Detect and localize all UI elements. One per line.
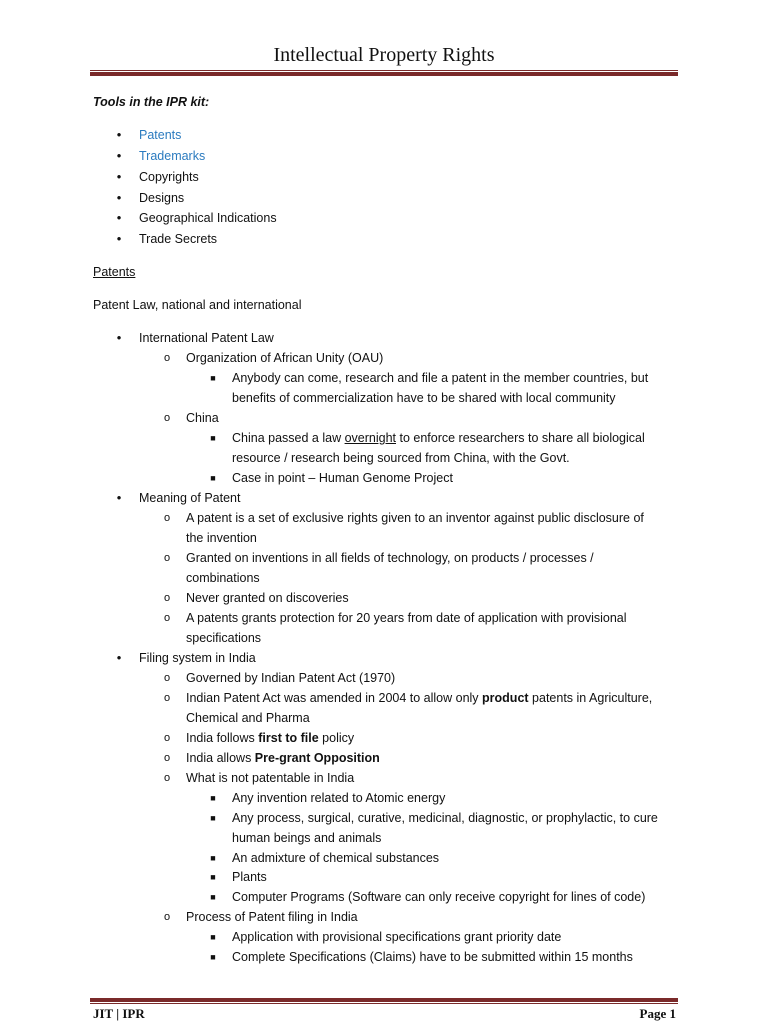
list-item: A patents grants protection for 20 years from date of application with provisional (186, 611, 627, 625)
list-item: International Patent Law (139, 331, 274, 345)
circle-bullet-icon: o (163, 752, 171, 764)
square-bullet-icon: ■ (210, 473, 216, 483)
circle-bullet-icon: o (163, 592, 171, 604)
list-item: What is not patentable in India (186, 771, 355, 785)
list-item: Meaning of Patent (139, 491, 241, 505)
list-item: Granted on inventions in all fields of technology, on products / processes / (186, 551, 594, 565)
bold-text: product (482, 691, 529, 705)
square-bullet-icon: ■ (210, 793, 216, 803)
list-item: Filing system in India (139, 651, 256, 665)
list-item-cont: benefits of commercialization have to be shared with local community (232, 391, 616, 405)
square-bullet-icon: ■ (210, 932, 216, 942)
text-run: India follows (186, 731, 259, 745)
circle-bullet-icon: o (163, 772, 171, 784)
circle-bullet-icon: o (163, 552, 171, 564)
list-item-cont: Chemical and Pharma (186, 711, 310, 725)
text-run: to enforce researchers to share all biological (396, 431, 645, 445)
bold-text: Pre-grant Opposition (254, 751, 380, 765)
section-heading: Patents (93, 265, 136, 279)
bullet-icon: • (116, 490, 122, 505)
bullet-icon: • (116, 650, 122, 665)
header-rule-thick (90, 72, 678, 76)
list-item (186, 728, 354, 748)
page-number: Page 1 (639, 1006, 676, 1021)
header-rule-thin (90, 70, 678, 71)
circle-bullet-icon: o (163, 412, 171, 424)
circle-bullet-icon: o (163, 692, 171, 704)
text-run: patents in Agriculture, (528, 691, 653, 705)
tool-item-copyrights: Copyrights (139, 170, 199, 184)
tool-item-patents[interactable]: Patents (139, 128, 182, 142)
bold-text: first to file (258, 731, 319, 745)
circle-bullet-icon: o (163, 512, 171, 524)
list-item (232, 428, 645, 448)
square-bullet-icon: ■ (210, 813, 216, 823)
page-title: Intellectual Property Rights (273, 44, 495, 66)
square-bullet-icon: ■ (210, 892, 216, 902)
bullet-icon: • (116, 210, 122, 225)
footer-rule-thin (90, 1003, 678, 1004)
circle-bullet-icon: o (163, 672, 171, 684)
square-bullet-icon: ■ (210, 373, 216, 383)
bullet-icon: • (116, 190, 122, 205)
list-item: Application with provisional specifications grant priority date (232, 930, 562, 944)
list-item: Plants (232, 870, 267, 884)
bullet-icon: • (116, 231, 122, 246)
list-item-cont: resource / research being sourced from China, with the Govt. (232, 451, 570, 465)
list-item-cont: combinations (186, 571, 260, 585)
circle-bullet-icon: o (163, 732, 171, 744)
list-item: Process of Patent filing in India (186, 910, 358, 924)
tool-item-designs: Designs (139, 191, 185, 205)
list-item: Never granted on discoveries (186, 591, 349, 605)
list-item: Computer Programs (Software can only receive copyright for lines of code) (232, 890, 646, 904)
list-item: Governed by Indian Patent Act (1970) (186, 671, 396, 685)
text-run: Indian Patent Act was amended in 2004 to allow only (186, 691, 483, 705)
circle-bullet-icon: o (163, 911, 171, 923)
bullet-icon: • (116, 148, 122, 163)
underlined-text: overnight (344, 431, 397, 445)
list-item: Anybody can come, research and file a patent in the member countries, but (232, 371, 649, 385)
bullet-icon: • (116, 127, 122, 142)
square-bullet-icon: ■ (210, 853, 216, 863)
circle-bullet-icon: o (163, 352, 171, 364)
tool-item-geo: Geographical Indications (139, 211, 277, 225)
text-run: India allows (186, 751, 255, 765)
list-item: Complete Specifications (Claims) have to be submitted within 15 months (232, 950, 633, 964)
tool-item-trademarks[interactable]: Trademarks (139, 149, 206, 163)
list-item-cont: human beings and animals (232, 831, 382, 845)
list-item: A patent is a set of exclusive rights given to an inventor against public disclosure of (186, 511, 644, 525)
list-item: China (186, 411, 219, 425)
square-bullet-icon: ■ (210, 952, 216, 962)
bullet-icon: • (116, 169, 122, 184)
list-item: Any invention related to Atomic energy (232, 791, 446, 805)
subheading: Patent Law, national and international (93, 298, 302, 312)
list-item-cont: the invention (186, 531, 257, 545)
text-run: policy (318, 731, 355, 745)
footer-left: JIT | IPR (93, 1006, 145, 1021)
text-run: China passed a law (232, 431, 345, 445)
bullet-icon: • (116, 330, 122, 345)
intro-text: Tools in the IPR kit: (93, 95, 210, 109)
square-bullet-icon: ■ (210, 872, 216, 882)
footer-rule-thick (90, 998, 678, 1002)
list-item-cont: specifications (186, 631, 262, 645)
list-item (186, 688, 652, 708)
list-item (186, 748, 380, 768)
circle-bullet-icon: o (163, 612, 171, 624)
list-item: An admixture of chemical substances (232, 851, 440, 865)
list-item: Any process, surgical, curative, medicinal, diagnostic, or prophylactic, to cure (232, 811, 658, 825)
list-item: Organization of African Unity (OAU) (186, 351, 384, 365)
square-bullet-icon: ■ (210, 433, 216, 443)
list-item: Case in point – Human Genome Project (232, 471, 453, 485)
tool-item-trade-secrets: Trade Secrets (139, 232, 218, 246)
